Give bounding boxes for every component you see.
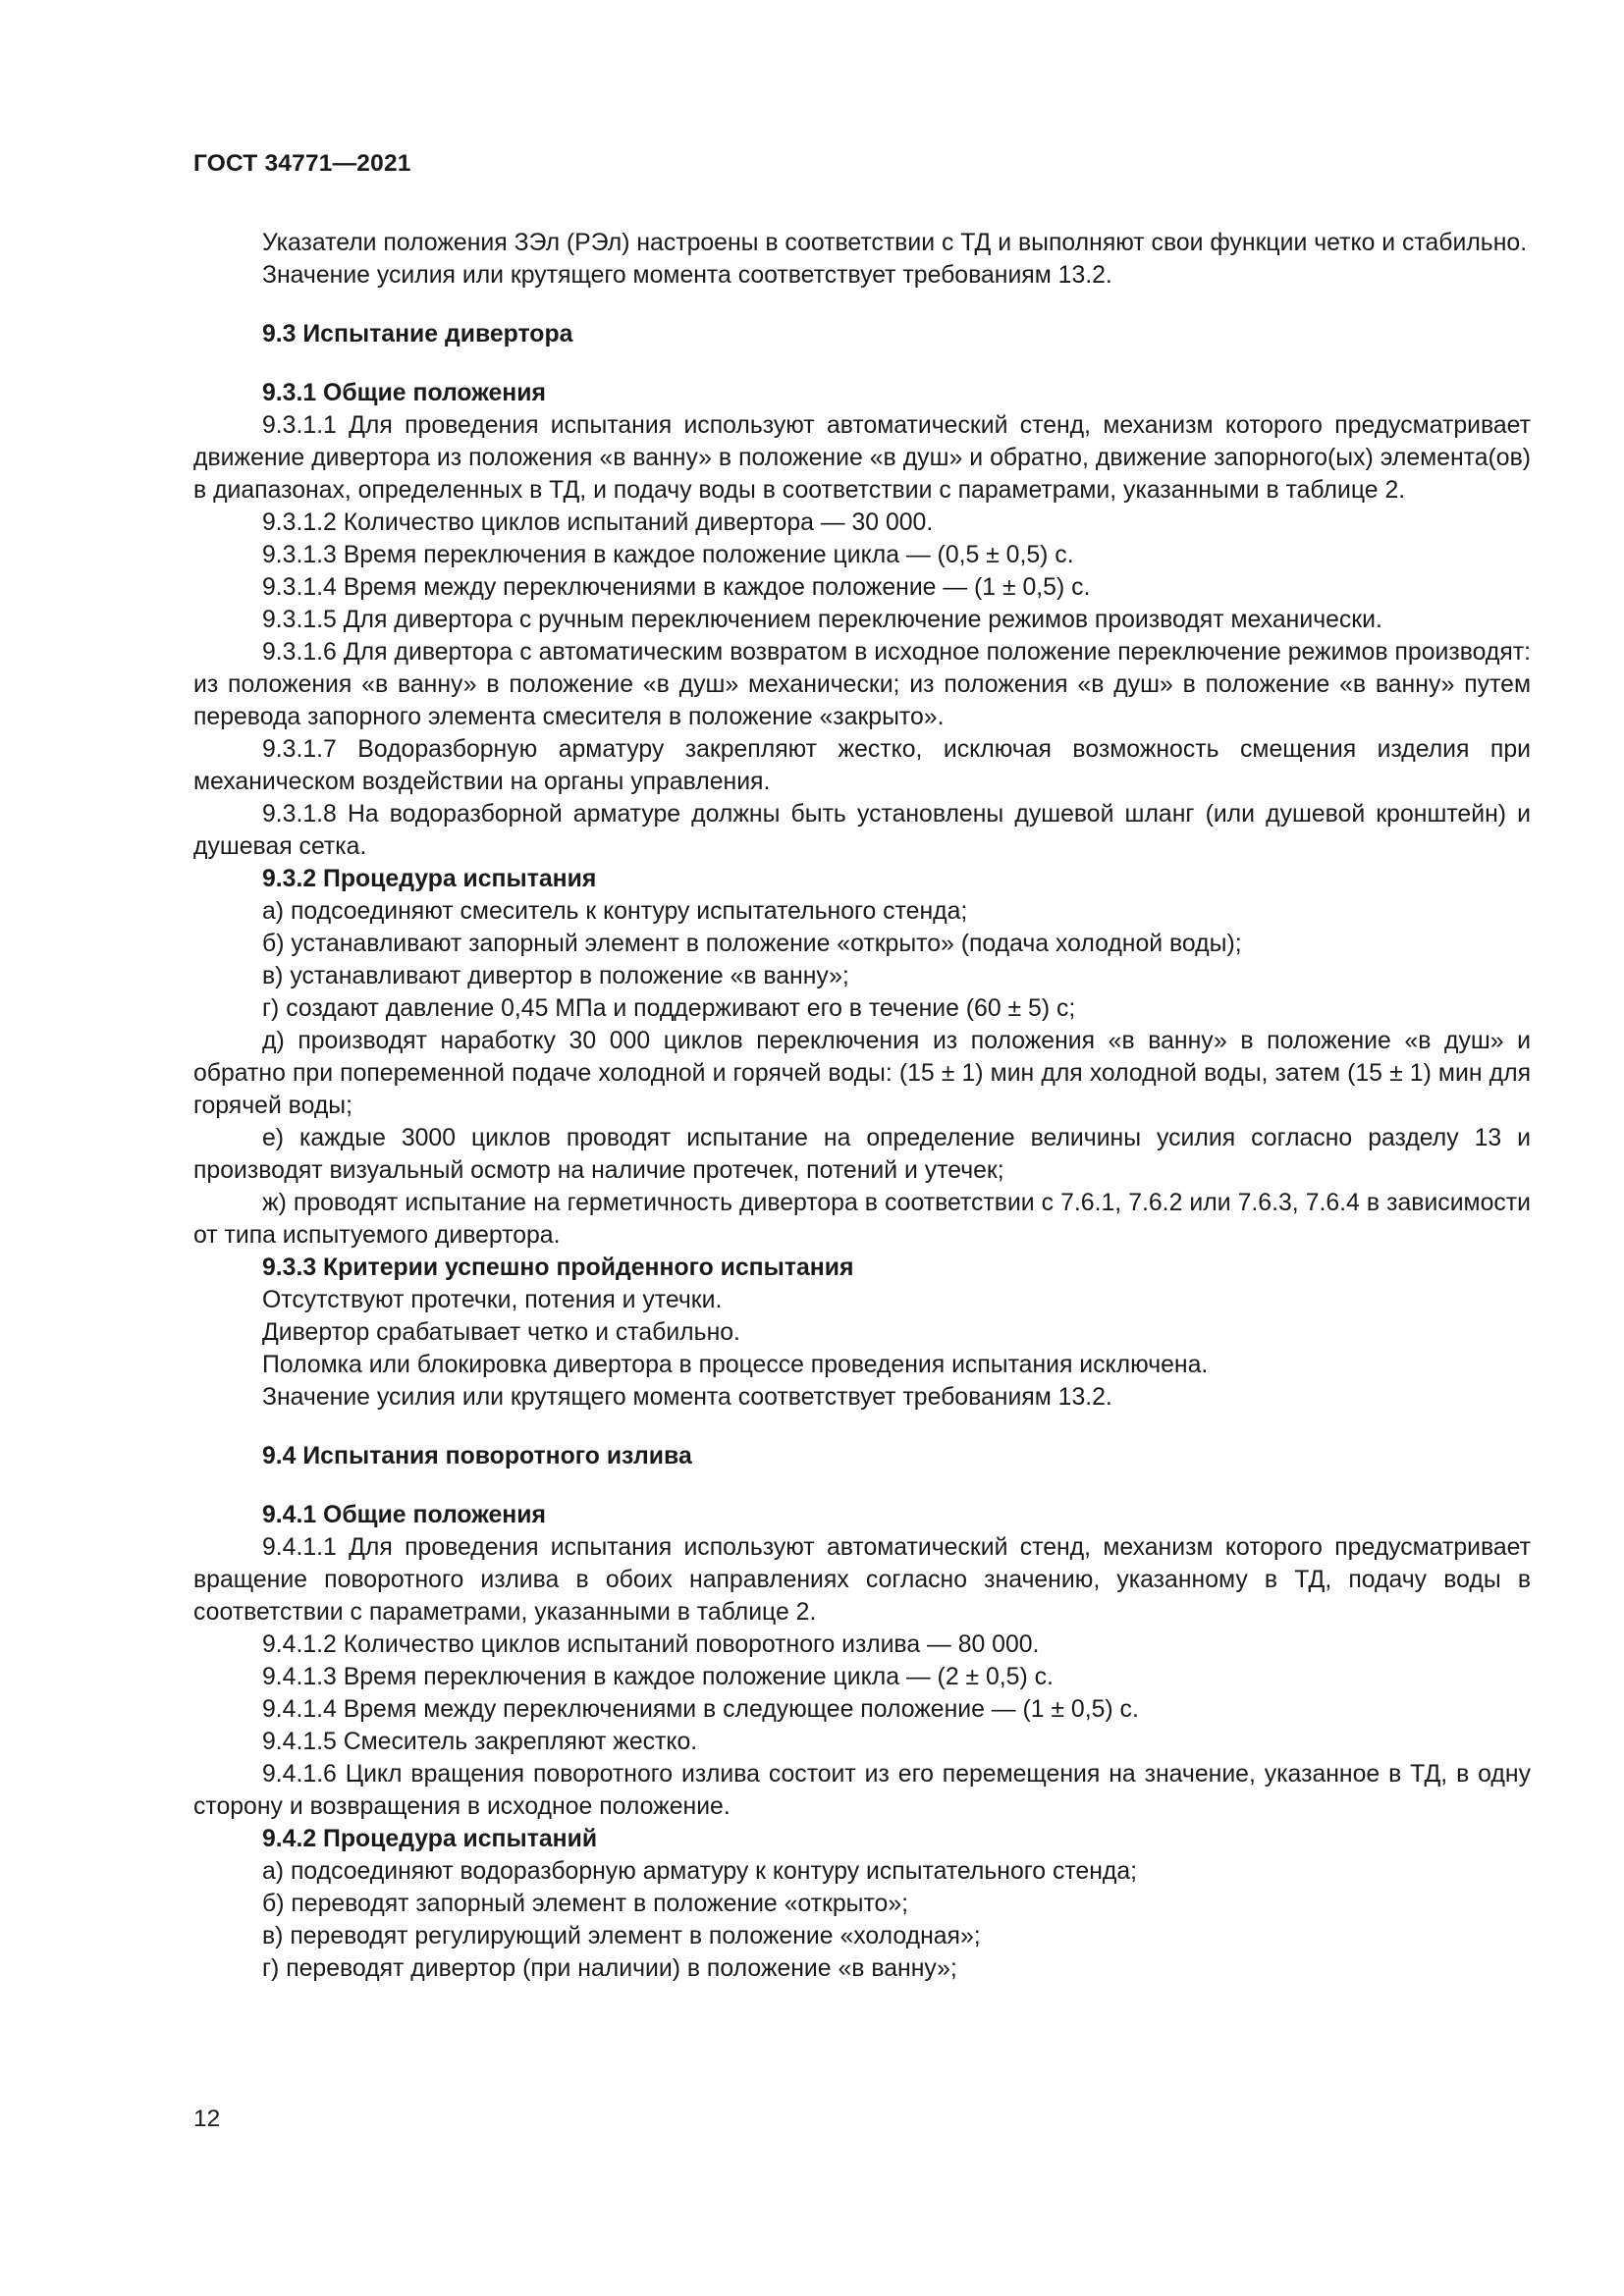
paragraph: Указатели положения ЗЭл (РЭл) настроены в соответствии с ТД и выполняют свои функции четко и стабильно. — [262, 230, 1528, 256]
list-item: а) подсоединяют смеситель к контуру испытательного стенда; — [262, 898, 968, 925]
list-item: д) производят наработку 30 000 циклов переключения из положения «в ванну» в положение «в душ» и обратно при попеременной подаче холодной и горячей воды: (15 ± 1) мин для холодной воды, затем (15 ± 1) мин для горячей воды; — [193, 1028, 1531, 1119]
paragraph: 9.4.1.1 Для проведения испытания используют автоматический стенд, механизм которого предусматривает вращение поворотного излива в обоих направлениях согласно значению, указанному в ТД, подачу воды в соответствии с параметрами, указанными в таблице 2. — [193, 1534, 1531, 1626]
list-item: г) переводят дивертор (при наличии) в положение «в ванну»; — [262, 1955, 957, 1982]
paragraph: 9.4.1.5 Смеситель закрепляют жестко. — [262, 1729, 698, 1755]
paragraph: 9.3.1.1 Для проведения испытания используют автоматический стенд, механизм которого предусматривает движение дивертора из положения «в ванну» в положение «в душ» и обратно, движение запорного(ых) элемента(ов) в диапазонах, определенных в ТД, и подачу воды в соответствии с параметрами, указанными в таблице 2. — [193, 412, 1531, 504]
paragraph: 9.4.1.6 Цикл вращения поворотного излива состоит из его перемещения на значение, указанное в ТД, в одну сторону и возвращения в исходное положение. — [193, 1761, 1531, 1820]
subsection-heading: 9.4.1 Общие положения — [262, 1502, 546, 1528]
paragraph: Значение усилия или крутящего момента соответствует требованиям 13.2. — [262, 262, 1112, 289]
document-body — [193, 227, 1531, 1985]
paragraph: 9.3.1.4 Время между переключениями в каждое положение — (1 ± 0,5) с. — [262, 574, 1091, 601]
list-item: в) переводят регулирующий элемент в положение «холодная»; — [262, 1923, 981, 1949]
subsection-heading: 9.3.1 Общие положения — [262, 380, 546, 406]
section-heading: 9.4 Испытания поворотного излива — [262, 1443, 692, 1469]
subsection-heading: 9.4.2 Процедура испытаний — [262, 1826, 598, 1852]
paragraph: 9.4.1.3 Время переключения в каждое положение цикла — (2 ± 0,5) с. — [262, 1664, 1054, 1690]
page-number: 12 — [193, 2106, 221, 2132]
section-heading: 9.3 Испытание дивертора — [262, 321, 573, 347]
paragraph: Дивертор срабатывает четко и стабильно. — [262, 1319, 740, 1346]
paragraph: Значение усилия или крутящего момента соответствует требованиям 13.2. — [262, 1384, 1112, 1411]
paragraph: 9.3.1.5 Для дивертора с ручным переключением переключение режимов производят механически. — [262, 607, 1382, 633]
list-item: б) устанавливают запорный элемент в положение «открыто» (подача холодной воды); — [262, 931, 1242, 957]
paragraph: 9.3.1.2 Количество циклов испытаний дивертора — 30 000. — [262, 509, 934, 536]
subsection-heading: 9.3.2 Процедура испытания — [262, 866, 597, 892]
paragraph: Отсутствуют протечки, потения и утечки. — [262, 1287, 723, 1313]
list-item: в) устанавливают дивертор в положение «в ванну»; — [262, 963, 849, 989]
paragraph: 9.4.1.2 Количество циклов испытаний поворотного излива — 80 000. — [262, 1631, 1040, 1658]
paragraph: 9.3.1.8 На водоразборной арматуре должны быть установлены душевой шланг (или душевой кронштейн) и душевая сетка. — [193, 801, 1531, 860]
document-header: ГОСТ 34771—2021 — [193, 150, 411, 177]
paragraph: 9.3.1.7 Водоразборную арматуру закрепляют жестко, исключая возможность смещения изделия при механическом воздействии на органы управления. — [193, 736, 1531, 795]
list-item: г) создают давление 0,45 МПа и поддерживают его в течение (60 ± 5) с; — [262, 995, 1076, 1022]
paragraph: 9.4.1.4 Время между переключениями в следующее положение — (1 ± 0,5) с. — [262, 1696, 1139, 1723]
paragraph: 9.3.1.3 Время переключения в каждое положение цикла — (0,5 ± 0,5) с. — [262, 542, 1074, 568]
subsection-heading: 9.3.3 Критерии успешно пройденного испытания — [262, 1255, 854, 1281]
list-item: а) подсоединяют водоразборную арматуру к контуру испытательного стенда; — [262, 1858, 1138, 1885]
list-item: ж) проводят испытание на герметичность дивертора в соответствии с 7.6.1, 7.6.2 или 7.6.3, 7.6.4 в зависимости от типа испытуемого дивертора. — [193, 1190, 1531, 1249]
paragraph: Поломка или блокировка дивертора в процессе проведения испытания исключена. — [262, 1352, 1209, 1378]
list-item: е) каждые 3000 циклов проводят испытание на определение величины усилия согласно разделу 13 и производят визуальный осмотр на наличие протечек, потений и утечек; — [193, 1125, 1531, 1184]
list-item: б) переводят запорный элемент в положение «открыто»; — [262, 1891, 909, 1917]
paragraph: 9.3.1.6 Для дивертора с автоматическим возвратом в исходное положение переключение режимов производят: из положения «в ванну» в положение «в душ» механически; из положения «в душ» в положение «в ванну» путем перевода запорного элемента смесителя в положение «закрыто». — [193, 639, 1531, 730]
